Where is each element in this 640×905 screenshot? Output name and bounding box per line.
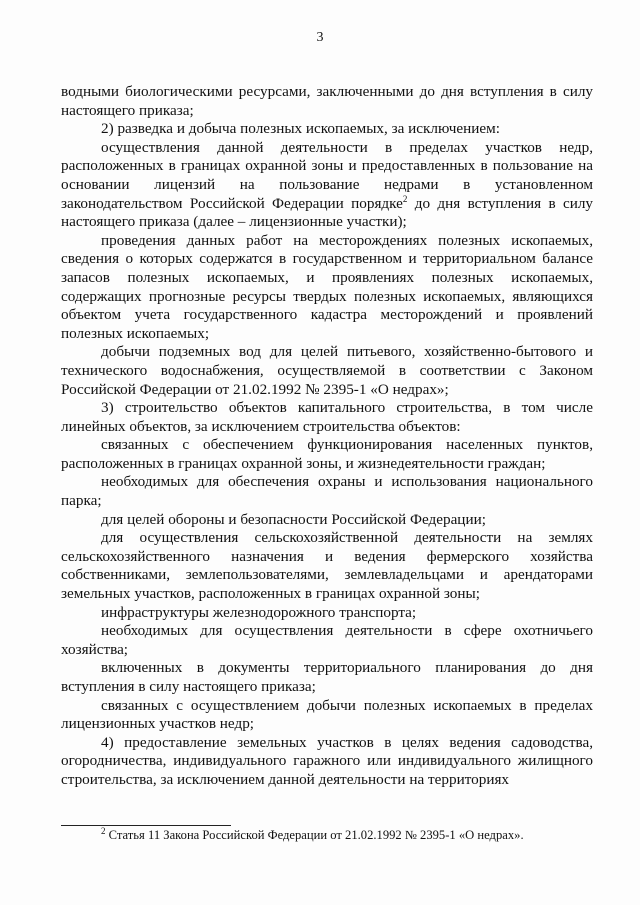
paragraph: необходимых для обеспечения охраны и использования национального парка; [61,473,593,510]
paragraph [61,139,593,232]
paragraph: для осуществления сельскохозяйственной деятельности на землях сельскохозяйственного назначения и ведения фермерского хозяйства собственниками, землепользователями, землевладельцами и арендаторами земельных участков, расположенных в границах охранной зоны; [61,529,593,603]
page-number: 3 [316,30,324,45]
paragraph: 3) строительство объектов капитального строительства, в том числе линейных объектов, за исключением строительства объектов: [61,399,593,435]
paragraph: связанных с обеспечением функционирования населенных пунктов, расположенных в границах охранной зоны, и жизнедеятельности граждан; [61,436,593,472]
paragraph-text-continued: до дня вступления в силу настоящего приказа (далее – лицензионные участки); [61,194,594,231]
paragraph: необходимых для осуществления деятельности в сфере охотничьего хозяйства; [61,622,593,658]
paragraph: 4) предоставление земельных участков в целях ведения садоводства, огородничества, индивидуального гаражного или индивидуального жилищного строительства, за исключением данной деятельности на территориях [61,733,593,788]
paragraph-text: осуществления данной деятельности в пределах участков недр, расположенных в границах охранной зоны и предоставленных в пользование на основании лицензий на пользование недрами в установленном законодательством Российской Федерации порядке [61,138,593,212]
paragraph: включенных в документы территориального планирования до дня вступления в силу настоящего приказа; [61,659,593,695]
footnote-divider [61,825,231,826]
paragraph: для целей обороны и безопасности Российской Федерации; [101,510,486,528]
body-text [61,83,593,790]
paragraph: проведения данных работ на месторождениях полезных ископаемых, сведения о которых содержатся в государственном и территориальном балансе запасов полезных ископаемых, и проявлениях полезных ископаемых, содержащих прогнозные ресурсы твердых полезных ископаемых, являющихся объектом учета государственного кадастра месторождений и проявлений полезных ископаемых; [61,231,593,342]
paragraph: добычи подземных вод для целей питьевого, хозяйственно-бытового и технического водоснабжения, осуществляемой в соответствии с Законом Российской Федерации от 21.02.1992 № 2395-1 «О недрах»; [61,343,593,398]
footnote-marker: 2 [101,825,106,836]
footnote-reference: 2 [402,193,408,204]
footnote-text: Статья 11 Закона Российской Федерации от 21.02.1992 № 2395-1 «О недрах». [105,828,524,842]
paragraph: водными биологическими ресурсами, заключенными до дня вступления в силу настоящего приказа; [61,83,593,119]
footnote [101,825,601,843]
paragraph: 2) разведка и добыча полезных ископаемых, за исключением: [101,120,500,138]
paragraph: инфраструктуры железнодорожного транспорта; [101,603,417,621]
paragraph: связанных с осуществлением добычи полезных ископаемых в пределах лицензионных участков недр; [61,696,593,733]
